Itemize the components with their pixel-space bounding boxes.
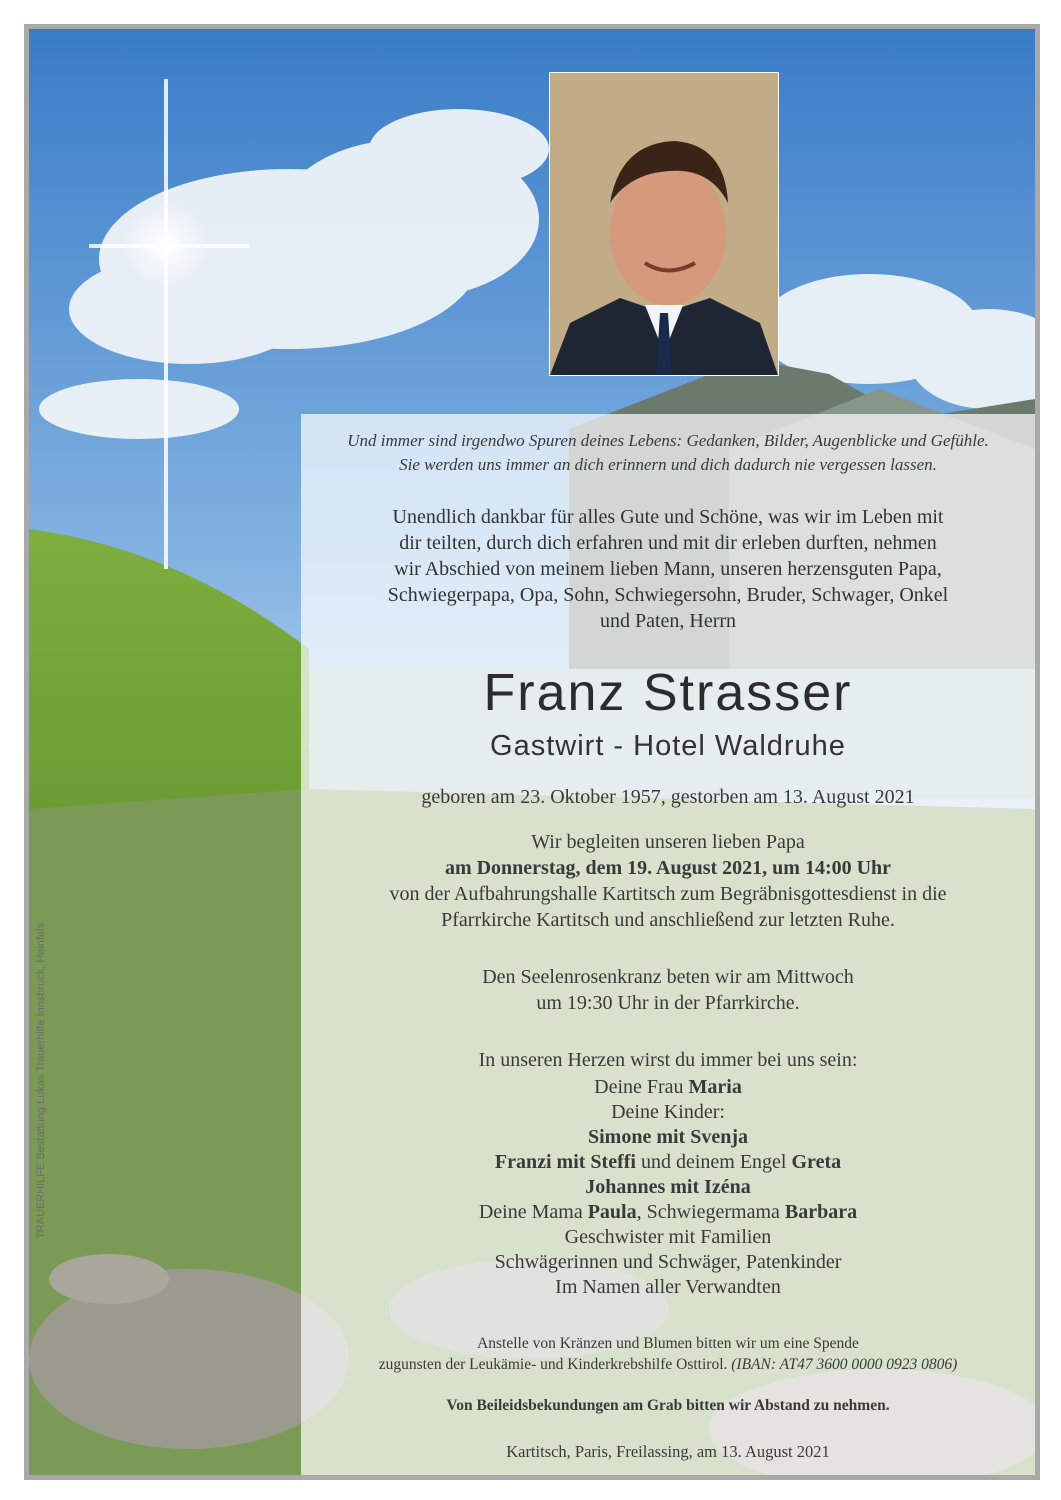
rosary-info (301, 964, 1035, 1016)
mourner-line: Deine Kinder: (611, 1101, 725, 1123)
occupation: Gastwirt - Hotel Waldruhe (490, 730, 846, 762)
intro-line: Unendlich dankbar für alles Gute und Schöne, was wir im Leben mit (392, 506, 944, 528)
intro-line: wir Abschied von meinem lieben Mann, unseren herzensguten Papa, (394, 558, 942, 580)
portrait-photo (549, 72, 779, 376)
funeral-line: Pfarrkirche Kartitsch und anschließend zur letzten Ruhe. (441, 909, 895, 931)
quote-line: Und immer sind irgendwo Spuren deines Lebens: Gedanken, Bilder, Augenblicke und Gefühle. (347, 431, 989, 450)
mourner-text: Deine Frau (594, 1076, 689, 1098)
donation-line: Anstelle von Kränzen und Blumen bitten wir um eine Spende (477, 1335, 859, 1352)
donation-line (301, 1354, 1035, 1375)
hearts-heading: In unseren Herzen wirst du immer bei uns sein: (478, 1049, 858, 1071)
rosary-line: um 19:30 Uhr in der Pfarrkirche. (536, 992, 800, 1014)
mourner-name: Maria (688, 1076, 742, 1098)
deceased-name: Franz Strasser (483, 664, 853, 722)
mourner-text: und deinem Engel (635, 1151, 792, 1173)
quote-line: Sie werden uns immer an dich erinnern und dich dadurch nie vergessen lassen. (399, 455, 937, 474)
mourner-name: Greta (791, 1151, 842, 1173)
life-dates: geboren am 23. Oktober 1957, gestorben am 13. August 2021 (421, 786, 915, 808)
mourner-line (301, 1075, 1035, 1100)
iban: (IBAN: AT47 3600 0000 0923 0806) (731, 1356, 958, 1373)
intro-line: dir teilten, durch dich erfahren und mit dir erleben durften, nehmen (399, 532, 937, 554)
intro-line: Schwiegerpapa, Opa, Sohn, Schwiegersohn, Bruder, Schwager, Onkel (387, 584, 949, 606)
mourner-text: Deine Mama (478, 1201, 588, 1223)
funeral-line: Wir begleiten unseren lieben Papa (531, 831, 805, 853)
mourner-name: Paula (587, 1201, 637, 1223)
intro-text (301, 504, 1035, 634)
condolences-note: Von Beileidsbekundungen am Grab bitten wir Abstand zu nehmen. (446, 1397, 890, 1414)
mourner-name: Barbara (784, 1201, 858, 1223)
mourner-text: , Schwiegermama (636, 1201, 785, 1223)
mourner-line (301, 1200, 1035, 1225)
parte-frame (24, 24, 1040, 1480)
funeral-line: von der Aufbahrungshalle Kartitsch zum Begräbnisgottesdienst in die (389, 883, 947, 905)
mourner-line: Geschwister mit Familien (564, 1226, 772, 1248)
donation-note (301, 1333, 1035, 1375)
mourner-line (301, 1150, 1035, 1175)
rosary-line: Den Seelenrosenkranz beten wir am Mittwoch (482, 966, 854, 988)
mourner-name: Simone mit Svenja (588, 1126, 748, 1148)
mourner-name: Franzi mit Steffi (494, 1151, 636, 1173)
donation-text: zugunsten der Leukämie- und Kinderkrebshilfe Osttirol. (378, 1356, 728, 1373)
quote (301, 429, 1035, 477)
place-date: Kartitsch, Paris, Freilassing, am 13. August 2021 (506, 1442, 830, 1461)
mourner-line: Im Namen aller Verwandten (555, 1276, 781, 1298)
credit-text: TRAUERHILFE Bestattung Lukas Trauerhilfe Innsbruck, Heinfels (35, 922, 47, 1239)
mourner-name: Johannes mit Izéna (585, 1176, 751, 1198)
mourners-list (301, 1075, 1035, 1300)
mourner-line: Schwägerinnen und Schwäger, Patenkinder (494, 1251, 842, 1273)
funeral-info (301, 829, 1035, 933)
intro-line: und Paten, Herrn (599, 610, 737, 632)
funeral-date: am Donnerstag, dem 19. August 2021, um 14:00 Uhr (444, 857, 892, 879)
